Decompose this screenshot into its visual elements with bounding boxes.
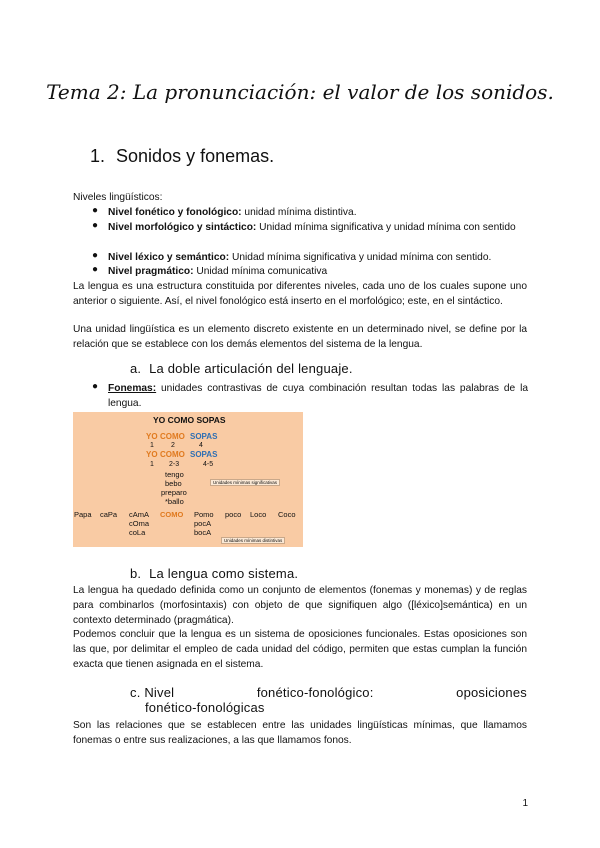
subsection-title: La doble articulación del lenguaje. <box>149 361 353 376</box>
figure-word: preparo <box>161 488 187 497</box>
list-item-term: Fonemas: <box>108 383 157 394</box>
subsection-letter: c. <box>130 685 141 700</box>
figure-number: 1 <box>150 442 154 449</box>
figure-word: COMO <box>160 510 184 519</box>
figure-number: 1 <box>150 461 154 468</box>
bullet-icon: ● <box>92 264 99 275</box>
bullet-icon: ● <box>92 220 99 231</box>
subsection-word: Nivel <box>144 685 175 700</box>
list-item <box>108 381 528 411</box>
figure-word: pocA <box>194 519 212 528</box>
figure-word: cOma <box>129 519 150 528</box>
list-item-term: Nivel léxico y semántico: <box>108 252 230 263</box>
page-number: 1 <box>522 798 528 809</box>
subsection-heading-c <box>130 685 527 700</box>
figure-word: COMO <box>160 450 185 459</box>
figure-word: YO <box>146 450 158 459</box>
list-item-term: Nivel morfológico y sintáctico: <box>108 222 257 233</box>
figure-word: bebo <box>165 479 182 488</box>
figure-word: SOPAS <box>190 432 218 441</box>
section-heading-1 <box>90 146 274 167</box>
list-item-term: Nivel fonético y fonológico: <box>108 207 242 218</box>
section-title: Sonidos y fonemas. <box>116 146 275 166</box>
document-title: Tema 2: La pronunciación: el valor de los sonidos. <box>46 80 554 104</box>
paragraph: Podemos concluir que la lengua es un sistema de oposiciones funcionales. Estas oposiciones son las que, por delimitar el empleo de cada unidad del código, permiten que estas cumplan la función exacta que tienen asignada en el sistema. <box>73 629 527 670</box>
figure-label-box: Unidades mínimas distintivas <box>221 537 285 544</box>
bullet-icon: ● <box>92 250 99 261</box>
list-item-desc: unidades contrastivas de cuya combinación resultan todas las palabras de la lengua. <box>108 383 528 409</box>
figure-word: COMO <box>160 432 185 441</box>
double-articulation-figure <box>73 412 303 547</box>
subsection-word: oposiciones <box>456 685 527 700</box>
figure-number: 4-5 <box>203 461 214 468</box>
figure-word: poco <box>225 510 242 519</box>
niveles-intro: Niveles lingüísticos: <box>73 192 163 203</box>
bullet-icon: ● <box>92 381 99 392</box>
list-item-desc: Unidad mínima significativa y unidad mínima con sentido. <box>229 252 492 263</box>
paragraph: Una unidad lingüística es un elemento discreto existente en un determinado nivel, se define por la relación que se establece con los demás elementos del sistema de la lengua. <box>73 324 527 350</box>
figure-word: *ballo <box>165 497 184 506</box>
subsection-heading-a <box>130 361 353 376</box>
list-item <box>108 220 528 235</box>
figure-number: 2-3 <box>169 461 180 468</box>
section-number: 1. <box>90 146 106 166</box>
figure-word: Pomo <box>194 510 214 519</box>
list-item <box>108 264 528 279</box>
paragraph: Son las relaciones que se establecen entre las unidades lingüísticas mínimas, que llamamos fonemas o entre sus realizaciones, a las que llamamos fonos. <box>73 720 527 746</box>
figure-word: caPa <box>100 510 118 519</box>
list-item <box>108 250 528 265</box>
figure-label-box: Unidades mínimas significativas <box>210 479 280 486</box>
subsection-letter: a. <box>130 361 142 376</box>
figure-word: Coco <box>278 510 296 519</box>
figure-word: SOPAS <box>190 450 218 459</box>
figure-word: YO <box>146 432 158 441</box>
list-item-term: Nivel pragmático: <box>108 266 194 277</box>
paragraph: La lengua ha quedado definida como un conjunto de elementos (fonemas y monemas) y de reglas para combinarlos (morfosintaxis) con objeto de que signifiquen algo ([léxico]semántica) en un contexto determinado (pragmática). <box>73 585 527 626</box>
figure-number: 4 <box>199 442 203 449</box>
figure-number: 2 <box>171 442 175 449</box>
list-item <box>108 205 528 220</box>
bullet-icon: ● <box>92 205 99 216</box>
figure-word: bocA <box>194 528 212 537</box>
subsection-letter: b. <box>130 566 142 581</box>
figure-word: coLa <box>129 528 146 537</box>
list-item-desc: Unidad mínima comunicativa <box>193 266 328 277</box>
subsection-title: La lengua como sistema. <box>149 566 299 581</box>
subsection-heading-b <box>130 566 298 581</box>
subsection-heading-part <box>130 685 174 700</box>
figure-word: cAmA <box>129 510 150 519</box>
figure-word: Loco <box>250 510 267 519</box>
subsection-heading-c-line2: fonético-fonológicas <box>145 700 265 715</box>
figure-word: Papa <box>74 510 92 519</box>
list-item-desc: Unidad mínima significativa y unidad mínima con sentido <box>256 222 516 233</box>
list-item-desc: unidad mínima distintiva. <box>241 207 357 218</box>
subsection-word: fonético-fonológico: <box>256 685 374 700</box>
figure-word: tengo <box>165 470 184 479</box>
paragraph: La lengua es una estructura constituida por diferentes niveles, cada uno de los cuales supone uno anterior o siguiente. Así, el nivel fonológico está inserto en el morfológico; este, en el sintáctico. <box>73 281 527 307</box>
figure-top-sentence: YO COMO SOPAS <box>153 415 226 425</box>
